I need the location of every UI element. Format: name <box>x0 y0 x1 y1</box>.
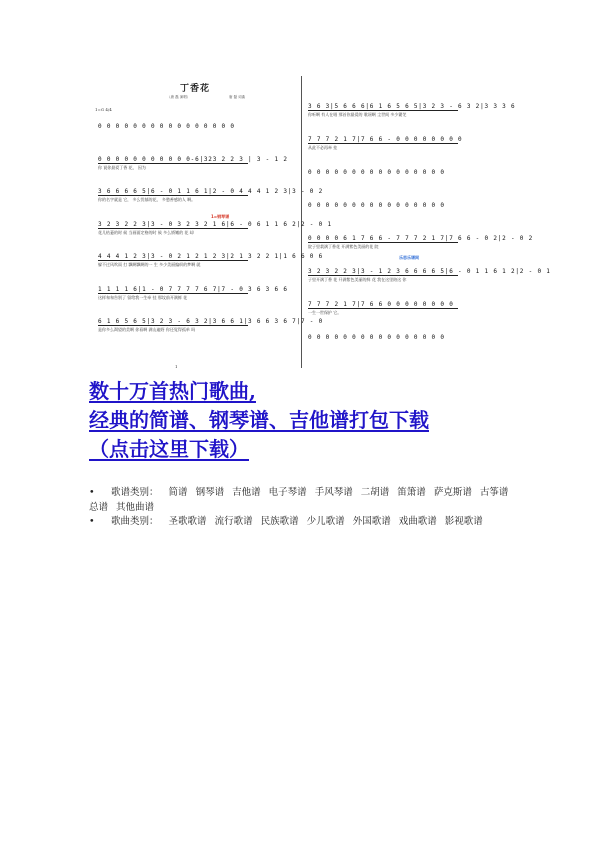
category-label: 歌曲类别： <box>111 516 159 527</box>
staff-lyrics: 花儿枯萎的时 候 当画面定格的时 候 多么娇嫩的 花 却 <box>98 229 194 235</box>
score-author: 唐 磊 词曲 <box>229 95 246 99</box>
category-item[interactable]: 民族歌谱 <box>260 516 299 527</box>
staff-line <box>98 253 324 275</box>
staff-notes: 3 6 3|5 6 6 6|6 1 6 5 6 5|3 2 3 - 6 3 2|3 3 3 6 <box>308 103 516 110</box>
staff-lyrics: 你的名字就是 它， 多么忧郁的花， 多愁善感的人 啊。 <box>98 197 196 202</box>
staff-notes: 0 0 0 0 0 0 0 0 0 0 0 0 0 0 0 0 <box>308 334 445 341</box>
staff-notes: 3 6 6 6 6 5|6 - 0 1 1 6 1|2 - 0 4 4 4 1 2 3|3 - 0 2 <box>98 188 324 195</box>
category-item[interactable]: 戏曲歌谱 <box>398 516 437 527</box>
staff-notes: 7 7 7 2 1 7|7 6 6 0 0 0 0 0 0 0 0 <box>308 301 454 308</box>
staff-lyrics: 躲不过风吹雨 打 飘啊飘啊的一 生 多少美丽编织的梦啊 就 <box>98 262 201 267</box>
staff-lyrics: 一生一世保护 它。 <box>308 310 342 315</box>
score-title: 丁香花 <box>179 84 210 94</box>
bullet: • <box>89 516 95 527</box>
download-link-line-1[interactable]: 数十万首热门歌曲, <box>89 379 256 403</box>
category-list <box>89 486 519 530</box>
category-item[interactable]: 古筝谱 <box>479 487 509 498</box>
staff-lyrics: 从此不必再牵 挂 <box>308 145 338 150</box>
beam-line <box>308 242 458 243</box>
beam-line <box>308 275 458 276</box>
download-link-line-3[interactable]: （点击这里下载） <box>89 437 249 461</box>
staff-line <box>98 286 298 308</box>
beam-line <box>308 308 458 309</box>
staff-notes: 7 7 7 2 1 7|7 6 6 - 0 0 0 0 0 0 0 0 <box>308 136 463 143</box>
staff-line <box>98 318 324 340</box>
category-row <box>89 486 519 515</box>
staff-notes: 0 0 0 0 0 0 0 0 0 0 0 0 0 0 0 0 <box>98 123 235 130</box>
staff-notes: 0 0 0 0 6 1 7 6 6 - 7 7 7 2 1 7|7 6 6 - 0 2|2 - 0 2 <box>308 235 534 242</box>
category-item[interactable]: 圣歌歌谱 <box>168 516 207 527</box>
staff-line <box>308 202 508 224</box>
beam-line <box>98 260 248 261</box>
category-item[interactable]: 手风琴谱 <box>314 487 353 498</box>
staff-lyrics: 你 说你最爱丁香 花， 因为 <box>98 164 146 170</box>
category-item[interactable]: 总谱 <box>89 501 109 513</box>
staff-lyrics: 是你多么渴望的美啊 你看啊 满山遍野 你还觉得孤单 吗 <box>98 327 196 332</box>
staff-lyrics: 这样匆匆告别了 留给我一生牵 挂 那坟前开满鲜 花 <box>98 294 188 300</box>
staff-line <box>308 268 551 290</box>
score-key: 1=G 4/4 <box>95 107 112 112</box>
category-item[interactable]: 流行歌谱 <box>214 516 253 527</box>
download-link-block <box>89 377 509 464</box>
staff-notes: 4 4 4 1 2 3|3 - 0 2 1 2 1 2 3|2 1 3 2 2 1|1 6 6 0 6 <box>98 253 324 260</box>
category-item[interactable]: 影视歌谱 <box>444 516 483 527</box>
staff-line <box>98 156 298 178</box>
category-item[interactable]: 笛箫谱 <box>397 487 426 498</box>
bullet: • <box>89 487 95 498</box>
staff-line <box>98 220 332 243</box>
category-label: 歌谱类别： <box>111 487 159 498</box>
staff-line <box>308 136 508 158</box>
staff-lyrics: 院子里栽满丁香花 开满紫色美丽的花 院 <box>308 244 379 249</box>
category-item[interactable]: 简谱 <box>168 487 188 498</box>
stamp-right: 乐思乐谱网 <box>399 255 419 260</box>
staff-notes: 0 0 0 0 0 0 0 0 0 0 0 0 0 0 0 0 <box>308 202 445 209</box>
beam-line <box>98 325 248 326</box>
sheet-music-image <box>89 72 551 374</box>
beam-line <box>98 293 248 294</box>
beam-line <box>308 143 458 144</box>
staff-lyrics: 子里开满丁香 花 开满紫色美丽的鲜 花 我在这里陪这 你 <box>308 277 407 282</box>
staff-notes: 6 1 6 5 6 5|3 2 3 - 6 3 2|3 6 6 1|3 6 6 3 6 7|7 - 0 <box>98 318 324 325</box>
score-subtitle: （唐 磊 演唱） <box>167 95 191 99</box>
staff-notes: 3 2 3 2 2 3|3 - 0 3 2 3 2 1 6|6 - 0 6 1 1 6 2|2 - 0 1 <box>98 220 332 228</box>
staff-line <box>308 334 508 356</box>
category-item[interactable]: 外国歌谱 <box>352 516 391 527</box>
staff-notes: 1 1 1 1 6|1 - 0 7 7 7 7 6 7|7 - 0 3 6 3 6 6 <box>98 285 288 293</box>
staff-line <box>308 169 508 191</box>
category-item[interactable]: 二胡谱 <box>360 487 390 498</box>
category-item[interactable]: 萨克斯谱 <box>433 487 472 498</box>
staff-notes: 0 0 0 0 0 0 0 0 0 0 0 0 0 0 0 0 <box>308 169 445 176</box>
staff-line <box>308 235 534 257</box>
category-row <box>89 515 519 530</box>
score-page-number: 1 <box>175 364 178 369</box>
beam-line <box>98 163 248 164</box>
category-item[interactable]: 其他曲谱 <box>116 501 155 513</box>
category-item[interactable]: 电子琴谱 <box>268 487 307 498</box>
beam-line <box>98 228 248 229</box>
beam-line <box>308 110 458 111</box>
category-item[interactable]: 钢琴谱 <box>195 487 225 498</box>
download-link-line-2[interactable]: 经典的简谱、钢琴谱、吉他谱打包下载 <box>89 408 429 432</box>
staff-notes: 3 2 3 2 2 3|3 - 1 2 3 6 6 6 6 5|6 - 0 1 1 6 1 2|2 - 0 1 <box>308 268 551 275</box>
staff-line <box>308 301 508 323</box>
staff-notes: 0 0 0 0 0 0 0 0 0 0 0-6|323 2 2 3 | 3 - 1 2 <box>98 155 288 163</box>
beam-line <box>98 195 248 196</box>
category-item[interactable]: 吉他谱 <box>232 487 261 498</box>
staff-lyrics: 你听啊 有人在唱 那首你最爱的 歌谣啊 尘世间 多少繁芜 <box>308 112 407 117</box>
stamp-left: 1=钢琴谱 <box>211 214 230 219</box>
staff-line <box>308 103 516 125</box>
staff-line <box>98 188 324 210</box>
category-item[interactable]: 少儿歌谱 <box>306 516 345 527</box>
staff-line <box>98 123 298 145</box>
